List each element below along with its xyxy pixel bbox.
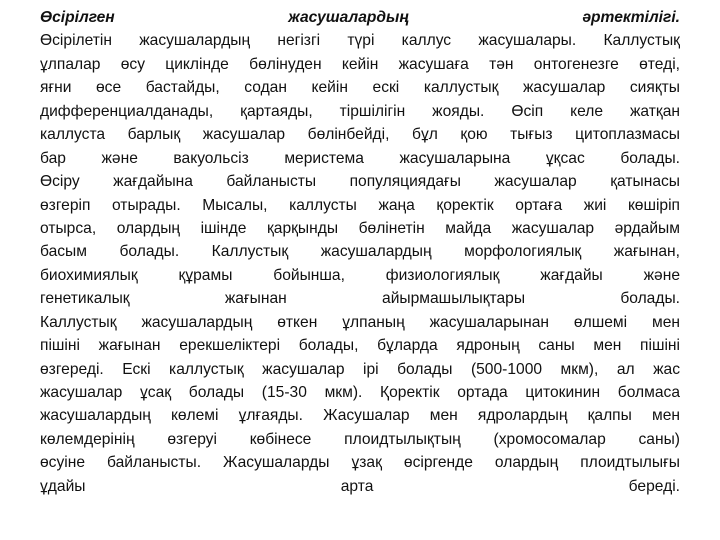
text-line: Каллустық жасушалардың өткен ұлпаның жасушаларынан өлшемі мен <box>40 313 680 331</box>
heading-word: әртектілігі. <box>582 9 680 26</box>
heading-word: Өсірілген <box>40 9 115 26</box>
text-line: генетикалық жағынан айырмашылықтары болады. <box>40 290 680 308</box>
text-line: биохимиялық құрамы бойынша, физиологиялық жағдайы және <box>40 266 680 284</box>
text-line: ұдайы арта береді. <box>40 477 680 495</box>
text-line: Өсіру жағдайына байланысты популяциядағы жасушалар қатынасы <box>40 173 680 191</box>
text-line: жасушалардың көлемі ұлғаяды. Жасушалар мен ядролардың қалпы мен <box>40 407 680 425</box>
text-line: өзгереді. Ескі каллустық жасушалар ірі болады (500-1000 мкм), ал жас <box>40 360 680 378</box>
text-line: пішіні жағынан ерекшеліктері болады, бұларда ядроның саны мен пішіні <box>40 337 680 355</box>
heading-line <box>40 6 680 29</box>
text-line: өсуіне байланысты. Жасушаларды ұзақ өсіргенде олардың плоидтылығы <box>40 454 680 472</box>
text-line: отырса, олардың ішінде қарқынды бөлінетін майда жасушалар әрдайым <box>40 219 680 237</box>
text-line: бар және вакуольсіз меристема жасушаларына ұқсас болады. <box>40 149 680 167</box>
text-line: ұлпалар өсу циклінде бөлінуден кейін жасушаға тән онтогенезге өтеді, <box>40 55 680 73</box>
heading-word: жасушалардың <box>288 9 409 26</box>
text-line: жасушалар ұсақ болады (15-30 мкм). Қоректік ортада цитокинин болмаса <box>40 384 680 401</box>
document-page <box>40 6 680 498</box>
text-line: көлемдерінің өзгеруі көбінесе плоидтылықтың (хромосомалар саны) <box>40 430 680 448</box>
text-line: каллуста барлық жасушалар бөлінбейді, бұл қою тығыз цитоплазмасы <box>40 126 680 144</box>
text-line: өзгеріп отырады. Мысалы, каллусты жаңа қоректік ортаға жиі көшіріп <box>40 196 680 214</box>
text-line: яғни өсе бастайды, содан кейін ескі каллустық жасушалар сияқты <box>40 79 680 97</box>
text-line: Өсірілетін жасушалардың негізгі түрі каллус жасушалары. Каллустық <box>40 32 680 50</box>
text-line: дифференциалданады, қартаяды, тіршілігін жояды. Өсіп келе жатқан <box>40 102 680 120</box>
text-line: басым болады. Каллустық жасушалардың морфологиялық жағынан, <box>40 243 680 261</box>
